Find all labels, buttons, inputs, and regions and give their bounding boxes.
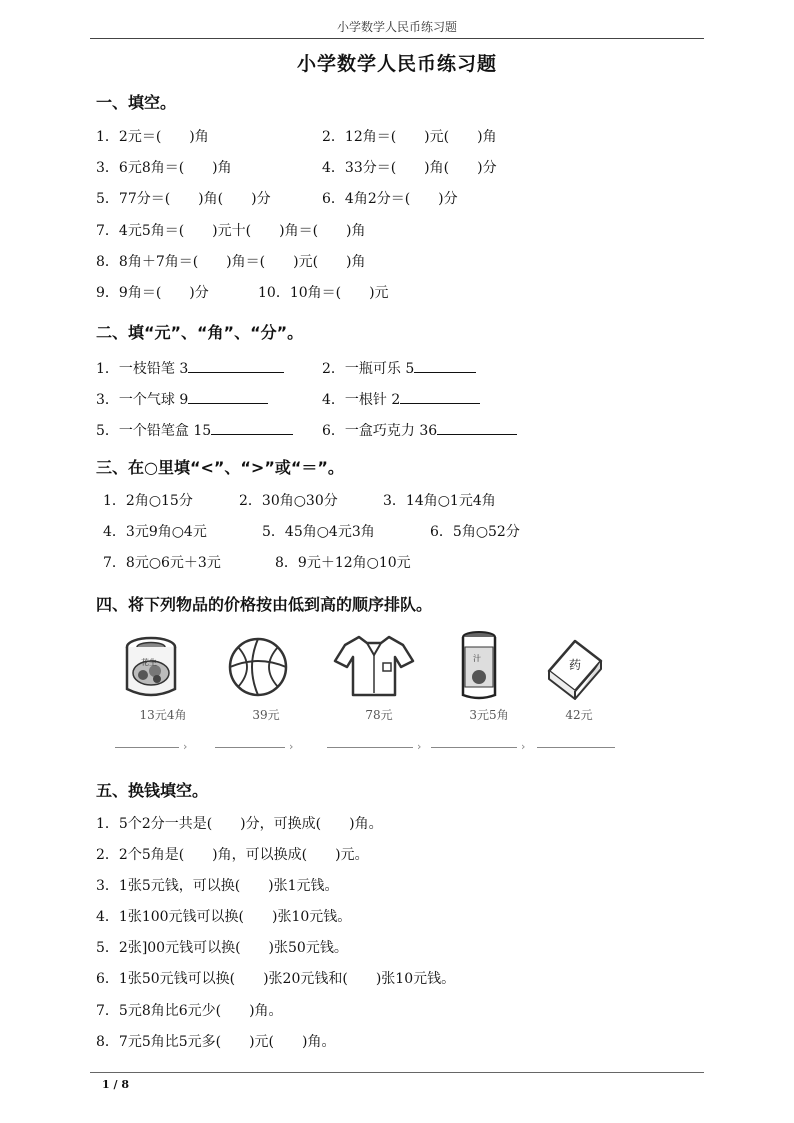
s5-question-8: 8．7元5角比5元多( )元( )角。 xyxy=(96,1034,336,1050)
s2-question-5 xyxy=(96,420,293,440)
shirt-item xyxy=(329,625,429,755)
s3-question-1: 1．2角○15分 xyxy=(103,493,193,509)
s1-question-2: 2．12角＝( )元( )角 xyxy=(322,129,497,145)
page-title: 小学数学人民币练习题 xyxy=(296,53,497,75)
section-1-title: 一、填空。 xyxy=(96,93,177,112)
s1-question-3: 3．6元8角＝( )角 xyxy=(96,160,232,176)
order-blank-2[interactable] xyxy=(215,747,285,748)
basketball-icon xyxy=(216,625,296,705)
s1-question-7: 7．4元5角＝( )元十( )角＝( )角 xyxy=(96,223,366,239)
s3-question-6: 6．5角○52分 xyxy=(430,524,520,540)
svg-text:汁: 汁 xyxy=(473,654,481,663)
price-label: 13元4角 xyxy=(139,708,187,722)
s2-question-2 xyxy=(322,358,476,378)
answer-blank[interactable] xyxy=(188,358,284,373)
s5-question-1: 1．5个2分一共是( )分，可换成( )角。 xyxy=(96,816,383,832)
s2-question-1 xyxy=(96,358,284,378)
s3-question-2: 2．30角○30分 xyxy=(239,493,338,509)
order-arrow: › xyxy=(417,740,422,753)
order-blank-5[interactable] xyxy=(537,747,615,748)
s5-question-2: 2．2个5角是( )角，可以换成( )元。 xyxy=(96,847,369,863)
order-blank-3[interactable] xyxy=(327,747,413,748)
s5-question-5: 5．2张]00元钱可以换( )张50元钱。 xyxy=(96,940,348,956)
s2-question-2-text: 2．一瓶可乐 5 xyxy=(322,361,415,377)
order-arrow: › xyxy=(521,740,526,753)
s5-question-6: 6．1张50元钱可以换( )张20元钱和( )张10元钱。 xyxy=(96,971,456,987)
section-2-title: 二、填“元”、“角”、“分”。 xyxy=(96,323,304,342)
answer-blank[interactable] xyxy=(437,420,517,435)
drink-can-item xyxy=(439,625,539,755)
s2-question-6 xyxy=(322,420,517,440)
s1-question-4: 4．33分＝( )角( )分 xyxy=(322,160,497,176)
s3-question-7: 7．8元○6元＋3元 xyxy=(103,555,221,571)
answer-blank[interactable] xyxy=(400,389,480,404)
order-blank-1[interactable] xyxy=(115,747,179,748)
basketball-item xyxy=(216,625,316,755)
can-item xyxy=(113,625,213,755)
s1-question-6: 6．4角2分＝( )分 xyxy=(322,191,458,207)
s3-question-4: 4．3元9角○4元 xyxy=(103,524,207,540)
order-arrow: › xyxy=(289,740,294,753)
drink-can-icon xyxy=(439,625,519,705)
price-label: 3元5角 xyxy=(469,708,509,722)
s2-question-4-text: 4．一根针 2 xyxy=(322,392,401,408)
s5-question-7: 7．5元8角比6元少( )角。 xyxy=(96,1003,283,1019)
s2-question-3 xyxy=(96,389,268,409)
order-blank-4[interactable] xyxy=(431,747,517,748)
s1-question-10: 10．10角＝( )元 xyxy=(258,285,389,301)
s2-question-5-text: 5．一个铅笔盒 15 xyxy=(96,423,212,439)
shirt-icon xyxy=(329,625,419,705)
section-5-title: 五、换钱填空。 xyxy=(96,781,209,800)
box-label: 药 xyxy=(569,658,582,672)
s3-question-8: 8．9元＋12角○10元 xyxy=(275,555,411,571)
order-arrow: › xyxy=(183,740,188,753)
s1-question-9: 9．9角＝( )分 xyxy=(96,285,209,301)
can-label: 花生 xyxy=(141,658,157,667)
answer-blank[interactable] xyxy=(188,389,268,404)
s2-question-1-text: 1．一枝铅笔 3 xyxy=(96,361,189,377)
price-label: 39元 xyxy=(252,708,280,722)
box-item xyxy=(529,625,629,755)
header-rule xyxy=(90,38,704,39)
price-picture-row xyxy=(113,625,623,755)
section-3-title: 三、在○里填“<”、“>”或“＝”。 xyxy=(96,458,344,477)
page-number: 1 / 8 xyxy=(102,1078,129,1091)
can-icon xyxy=(113,625,193,705)
s5-question-3: 3．1张5元钱，可以换( )张1元钱。 xyxy=(96,878,339,894)
s2-question-6-text: 6．一盒巧克力 36 xyxy=(322,423,438,439)
s1-question-1: 1．2元＝( )角 xyxy=(96,129,209,145)
s2-question-3-text: 3．一个气球 9 xyxy=(96,392,189,408)
price-label: 78元 xyxy=(365,708,393,722)
s3-question-5: 5．45角○4元3角 xyxy=(262,524,375,540)
section-4-title: 四、将下列物品的价格按由低到高的顺序排队。 xyxy=(96,595,433,614)
answer-blank[interactable] xyxy=(414,358,476,373)
s1-question-8: 8．8角＋7角＝( )角＝( )元( )角 xyxy=(96,254,366,270)
s3-question-3: 3．14角○1元4角 xyxy=(383,493,496,509)
footer-rule xyxy=(90,1072,704,1073)
box-icon xyxy=(529,625,609,705)
answer-blank[interactable] xyxy=(211,420,293,435)
price-label: 42元 xyxy=(565,708,593,722)
s1-question-5: 5．77分＝( )角( )分 xyxy=(96,191,271,207)
s2-question-4 xyxy=(322,389,480,409)
running-header: 小学数学人民币练习题 xyxy=(336,20,457,34)
s5-question-4: 4．1张100元钱可以换( )张10元钱。 xyxy=(96,909,352,925)
